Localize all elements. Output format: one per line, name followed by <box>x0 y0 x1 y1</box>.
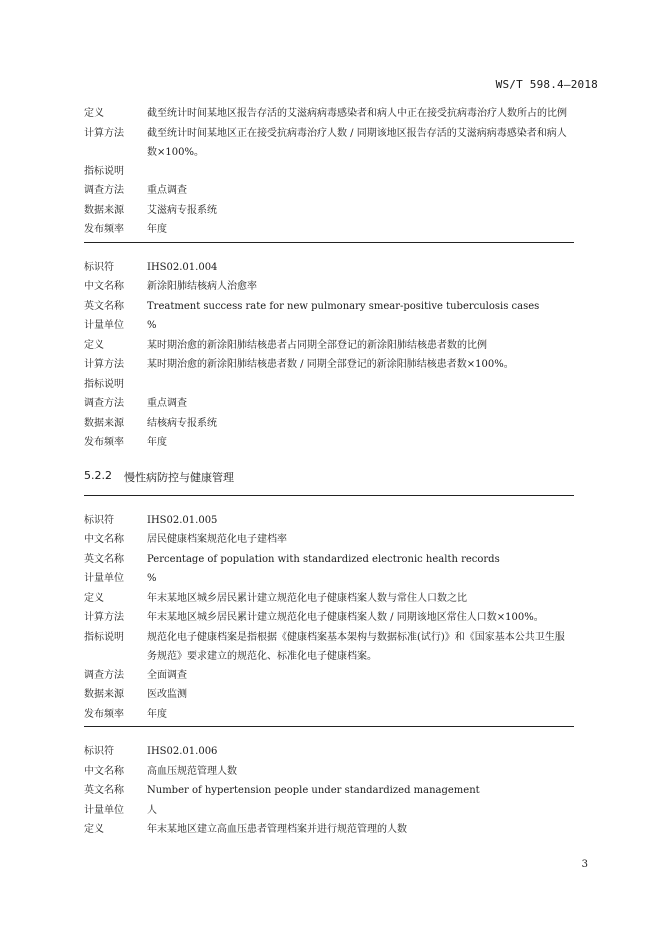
value-note <box>147 375 574 395</box>
label-identifier: 标识符 <box>84 261 114 273</box>
label-data-source: 数据来源 <box>84 204 124 216</box>
label-data-source: 数据来源 <box>84 689 124 700</box>
value-unit: 人 <box>147 804 157 816</box>
row-identifier <box>84 511 574 531</box>
value-note: 规范化电子健康档案是指根据《健康档案基本架构与数据标准(试行)》和《国家基本公共卫生服务规范》要求建立的规范化、标准化电子健康档案。 <box>147 631 565 662</box>
row-frequency <box>84 433 574 453</box>
row-en-name <box>84 781 574 801</box>
row-frequency <box>84 705 574 725</box>
row-frequency <box>84 220 574 240</box>
value-frequency: 年度 <box>147 437 167 448</box>
row-survey-method <box>84 666 574 686</box>
value-survey-method: 全面调查 <box>147 669 187 681</box>
label-note: 指标说明 <box>84 378 124 390</box>
section-heading <box>84 469 574 485</box>
row-unit <box>84 801 574 821</box>
label-en-name: 英文名称 <box>84 553 124 565</box>
value-unit: % <box>147 320 157 331</box>
page-number: 3 <box>581 859 588 870</box>
label-definition: 定义 <box>84 592 104 604</box>
row-note <box>84 162 574 182</box>
row-cn-name <box>84 762 574 782</box>
label-calc-method: 计算方法 <box>84 359 124 370</box>
row-calc-method <box>84 124 574 162</box>
value-survey-method: 重点调查 <box>147 185 187 196</box>
value-identifier: IHS02.01.006 <box>147 746 218 757</box>
value-identifier: IHS02.01.004 <box>147 261 218 273</box>
row-note <box>84 375 574 395</box>
value-data-source: 医改监测 <box>147 689 187 700</box>
value-frequency: 年度 <box>147 708 167 720</box>
label-frequency: 发布频率 <box>84 437 124 448</box>
value-unit: % <box>147 573 157 584</box>
value-definition: 截至统计时间某地区报告存活的艾滋病病毒感染者和病人中正在接受抗病毒治疗人数所占的比例 <box>147 108 567 119</box>
value-cn-name: 新涂阳肺结核病人治愈率 <box>147 281 257 292</box>
label-calc-method: 计算方法 <box>84 127 124 139</box>
row-en-name <box>84 550 574 570</box>
value-calc-method: 年末某地区城乡居民累计建立规范化电子健康档案人数 / 同期该地区常住人口数×100%。 <box>147 612 544 623</box>
document-body <box>84 104 574 840</box>
label-survey-method: 调查方法 <box>84 669 124 681</box>
label-cn-name: 中文名称 <box>84 281 124 292</box>
row-definition <box>84 336 574 356</box>
value-definition: 年末某地区建立高血压患者管理档案并进行规范管理的人数 <box>147 824 407 835</box>
label-data-source: 数据来源 <box>84 417 124 429</box>
label-calc-method: 计算方法 <box>84 612 124 623</box>
section-title: 慢性病防控与健康管理 <box>124 470 234 484</box>
label-unit: 计量单位 <box>84 804 124 816</box>
label-definition: 定义 <box>84 339 104 351</box>
row-data-source <box>84 201 574 221</box>
label-cn-name: 中文名称 <box>84 534 124 545</box>
label-unit: 计量单位 <box>84 573 124 584</box>
standard-code: WS/T 598.4—2018 <box>495 78 598 91</box>
label-definition: 定义 <box>84 824 104 835</box>
row-definition <box>84 820 574 840</box>
row-calc-method <box>84 355 574 375</box>
label-survey-method: 调查方法 <box>84 185 124 196</box>
value-data-source: 艾滋病专报系统 <box>147 204 217 216</box>
row-identifier <box>84 742 574 762</box>
label-definition: 定义 <box>84 108 104 119</box>
label-en-name: 英文名称 <box>84 785 124 796</box>
label-identifier: 标识符 <box>84 746 114 757</box>
row-data-source <box>84 414 574 434</box>
indicator-block-006 <box>84 742 574 840</box>
row-survey-method <box>84 181 574 201</box>
label-frequency: 发布频率 <box>84 224 124 235</box>
value-en-name: Number of hypertension people under standardized management <box>147 785 480 796</box>
row-note <box>84 628 574 666</box>
row-cn-name <box>84 277 574 297</box>
value-survey-method: 重点调查 <box>147 398 187 409</box>
section-number: 5.2.2 <box>84 468 112 482</box>
value-cn-name: 高血压规范管理人数 <box>147 765 237 777</box>
row-unit <box>84 569 574 589</box>
indicator-block-004 <box>84 258 574 453</box>
label-identifier: 标识符 <box>84 514 114 526</box>
row-data-source <box>84 685 574 705</box>
label-unit: 计量单位 <box>84 320 124 331</box>
value-en-name: Percentage of population with standardized electronic health records <box>147 553 500 565</box>
value-note <box>147 162 574 182</box>
label-en-name: 英文名称 <box>84 300 124 312</box>
row-calc-method <box>84 608 574 628</box>
value-cn-name: 居民健康档案规范化电子建档率 <box>147 534 287 545</box>
value-calc-method: 截至统计时间某地区正在接受抗病毒治疗人数 / 同期该地区报告存活的艾滋病病毒感染者和病人数×100%。 <box>147 127 567 158</box>
row-unit <box>84 316 574 336</box>
value-en-name: Treatment success rate for new pulmonary smear-positive tuberculosis cases <box>147 300 540 312</box>
label-cn-name: 中文名称 <box>84 765 124 777</box>
row-definition <box>84 104 574 124</box>
value-definition: 某时期治愈的新涂阳肺结核患者占同期全部登记的新涂阳肺结核患者数的比例 <box>147 339 487 351</box>
indicator-block-prev <box>84 104 574 243</box>
label-note: 指标说明 <box>84 631 124 643</box>
value-data-source: 结核病专报系统 <box>147 417 217 429</box>
label-note: 指标说明 <box>84 165 124 177</box>
row-identifier <box>84 258 574 278</box>
value-identifier: IHS02.01.005 <box>147 514 218 526</box>
label-frequency: 发布频率 <box>84 708 124 720</box>
label-survey-method: 调查方法 <box>84 398 124 409</box>
value-frequency: 年度 <box>147 224 167 235</box>
value-calc-method: 某时期治愈的新涂阳肺结核患者数 / 同期全部登记的新涂阳肺结核患者数×100%。 <box>147 359 514 370</box>
row-en-name <box>84 297 574 317</box>
indicator-block-005 <box>84 511 574 728</box>
value-definition: 年末某地区城乡居民累计建立规范化电子健康档案人数与常住人口数之比 <box>147 592 467 604</box>
row-cn-name <box>84 530 574 550</box>
row-survey-method <box>84 394 574 414</box>
row-definition <box>84 589 574 609</box>
